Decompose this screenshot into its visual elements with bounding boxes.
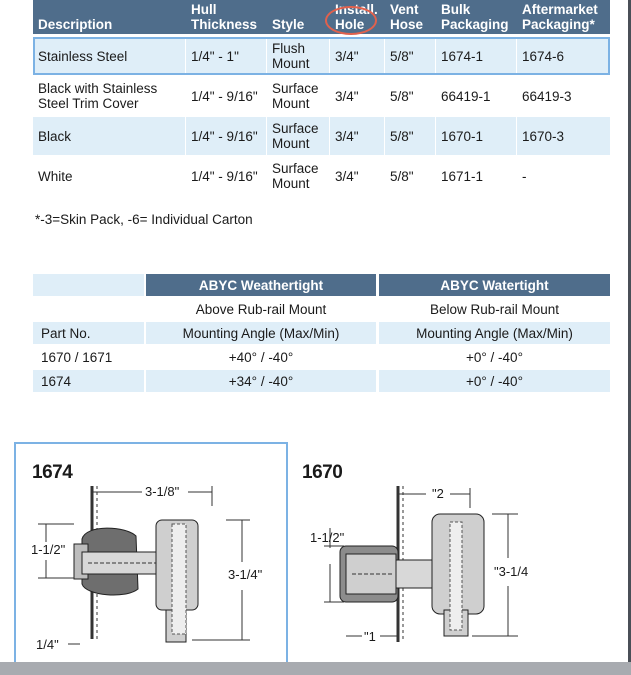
drawing-1670-diameter-dim: 1-1/2" bbox=[310, 530, 345, 545]
header-vent-hose: Vent Hose bbox=[390, 2, 424, 32]
header-hull-thickness: Hull Thickness bbox=[191, 2, 258, 32]
cell-aftermarket: 1670-3 bbox=[517, 117, 610, 155]
abyc-watertight-title: ABYC Watertight bbox=[379, 274, 610, 296]
cell-vent-hose: 5/8" bbox=[390, 168, 414, 184]
drawing-1674-title: 1674 bbox=[32, 462, 73, 483]
abyc-weathertight-subtitle: Above Rub-rail Mount bbox=[195, 301, 327, 317]
drawing-1670-vent bbox=[296, 442, 616, 664]
packaging-footnote: *-3=Skin Pack, -6= Individual Carton bbox=[35, 212, 253, 227]
cell-style: Surface Mount bbox=[272, 81, 319, 111]
cell-hull-thickness: 1/4" - 1" bbox=[186, 37, 266, 75]
abyc-weathertight-column-label: Mounting Angle (Max/Min) bbox=[146, 322, 376, 344]
drawing-1674-diameter-dim: 1-1/2" bbox=[31, 542, 66, 557]
drawing-1670-panel[interactable] bbox=[296, 442, 616, 664]
cell-bulk: 1674-1 bbox=[436, 37, 516, 75]
table-row[interactable] bbox=[33, 157, 610, 195]
highlight-circle bbox=[325, 6, 377, 35]
drawing-1674-height-dim: 3-1/4" bbox=[228, 567, 263, 582]
drawing-1670-width-dim: "2 bbox=[432, 486, 444, 501]
cell-install-hole: 3/4" bbox=[330, 117, 384, 155]
drawing-1674-flange-dim: 1/4" bbox=[36, 637, 59, 652]
cell-install-hole: 3/4" bbox=[335, 88, 359, 104]
cell-description: White bbox=[38, 168, 73, 184]
horizontal-scrollbar[interactable] bbox=[0, 662, 631, 675]
abyc-row-watertight: +0° / -40° bbox=[466, 349, 523, 365]
cell-hull-thickness: 1/4" - 9/16" bbox=[191, 168, 258, 184]
abyc-weathertight-title: ABYC Weathertight bbox=[146, 274, 376, 296]
drawing-1670-flange-dim: "1 bbox=[364, 629, 376, 644]
cell-install-hole: 3/4" bbox=[335, 168, 359, 184]
header-description: Description bbox=[38, 17, 113, 32]
cell-hull-thickness: 1/4" - 9/16" bbox=[191, 88, 258, 104]
cell-style: Surface Mount bbox=[267, 117, 329, 155]
cell-aftermarket: 1674-6 bbox=[517, 37, 610, 75]
spec-table bbox=[33, 0, 610, 191]
abyc-header-blank bbox=[33, 274, 144, 296]
abyc-row-weathertight: +40° / -40° bbox=[228, 349, 294, 365]
header-style: Style bbox=[272, 17, 305, 32]
cell-description: Black with Stainless Steel Trim Cover bbox=[38, 81, 158, 111]
table-row[interactable] bbox=[33, 77, 610, 115]
cell-description: Stainless Steel bbox=[33, 37, 185, 75]
cell-style: Flush Mount bbox=[267, 37, 329, 75]
table-row[interactable] bbox=[33, 117, 610, 155]
cell-aftermarket: - bbox=[522, 168, 527, 184]
abyc-row-watertight: +0° / -40° bbox=[379, 370, 610, 392]
cell-description: Black bbox=[33, 117, 185, 155]
cell-bulk: 1671-1 bbox=[441, 168, 484, 184]
cell-aftermarket: 66419-3 bbox=[522, 88, 572, 104]
cell-vent-hose: 5/8" bbox=[385, 117, 435, 155]
abyc-row-weathertight: +34° / -40° bbox=[146, 370, 376, 392]
cell-vent-hose: 5/8" bbox=[385, 37, 435, 75]
drawing-1670-title: 1670 bbox=[302, 462, 343, 483]
cell-bulk: 1670-1 bbox=[436, 117, 516, 155]
cell-bulk: 66419-1 bbox=[441, 88, 491, 104]
cell-hull-thickness: 1/4" - 9/16" bbox=[186, 117, 266, 155]
drawing-1670-height-dim: "3-1/4 bbox=[494, 564, 529, 579]
abyc-watertight-subtitle: Below Rub-rail Mount bbox=[429, 301, 560, 317]
drawing-1674-panel[interactable] bbox=[14, 442, 288, 664]
header-install-hole: Install. Hole bbox=[335, 2, 378, 32]
selected-row-outline bbox=[33, 37, 610, 75]
cell-vent-hose: 5/8" bbox=[390, 88, 414, 104]
spec-table-header bbox=[33, 0, 610, 34]
drawing-1674-width-dim: 3-1/8" bbox=[145, 484, 180, 499]
abyc-part-label: Part No. bbox=[33, 322, 144, 344]
cell-install-hole: 3/4" bbox=[330, 37, 384, 75]
abyc-watertight-column-label: Mounting Angle (Max/Min) bbox=[379, 322, 610, 344]
abyc-row-part: 1674 bbox=[33, 370, 144, 392]
cell-style: Surface Mount bbox=[272, 161, 319, 191]
abyc-row-part: 1670 / 1671 bbox=[41, 349, 113, 365]
header-bulk-packaging: Bulk Packaging bbox=[441, 2, 509, 32]
header-aftermarket-packaging: Aftermarket Packaging* bbox=[522, 2, 598, 32]
abyc-table bbox=[33, 274, 610, 394]
